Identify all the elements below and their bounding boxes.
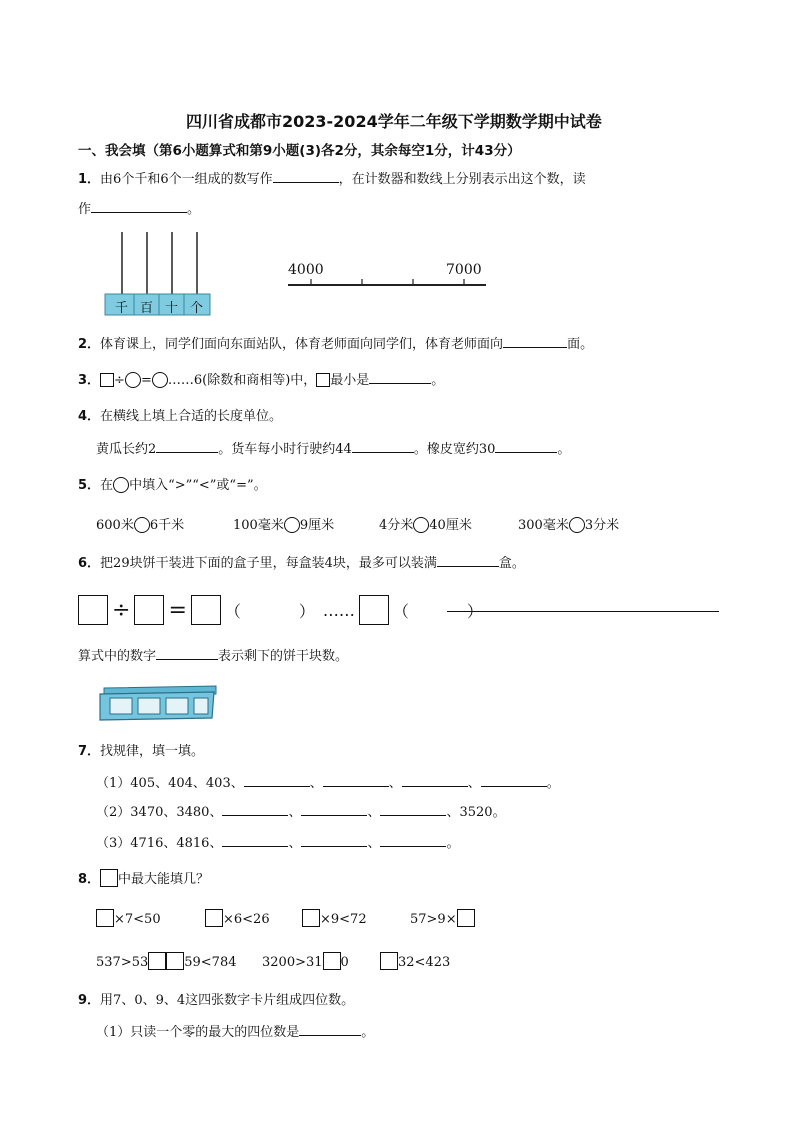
question-number: 8． xyxy=(78,872,101,887)
question-text: ……6(除数和商相等)中， xyxy=(167,373,317,388)
question-text: 作 xyxy=(78,202,92,217)
q8-item-5 xyxy=(96,952,237,970)
answer-box[interactable] xyxy=(166,952,184,970)
question-text: 。 xyxy=(361,1025,375,1040)
answer-blank[interactable] xyxy=(299,1023,361,1036)
answer-box[interactable] xyxy=(205,909,223,927)
answer-box[interactable] xyxy=(323,952,341,970)
question-number: 3． xyxy=(78,373,101,388)
question-text: ，在计数器和数线上分别表示出这个数，读 xyxy=(338,172,586,187)
answer-blank[interactable] xyxy=(481,774,547,787)
dividend-box[interactable] xyxy=(100,373,114,387)
question-text: 找规律，填一填。 xyxy=(100,744,205,759)
inequality-text: 0 xyxy=(340,955,349,970)
compare-circle[interactable] xyxy=(413,517,429,533)
sequence-start: （2）3470、3480、 xyxy=(96,805,223,820)
answer-box[interactable] xyxy=(148,952,166,970)
question-text: 中填入“>”“<”或“=”。 xyxy=(129,478,267,493)
answer-blank[interactable] xyxy=(222,803,288,816)
remainder-dots: …… xyxy=(322,600,355,620)
inequality-text: ×7<50 xyxy=(114,912,161,927)
answer-blank[interactable] xyxy=(301,834,367,847)
answer-box[interactable] xyxy=(380,952,398,970)
compare-right: 9厘米 xyxy=(299,518,335,533)
compare-circle-ref xyxy=(113,477,129,493)
separator: 、 xyxy=(309,776,323,791)
question-text: 黄瓜长约2 xyxy=(96,442,157,457)
cookie-box-graphic xyxy=(96,684,220,724)
divisor-circle[interactable] xyxy=(125,372,141,388)
inequality-text: 537>53 xyxy=(96,955,149,970)
question-5-item-2 xyxy=(233,514,334,533)
question-number: 5． xyxy=(78,478,101,493)
answer-box[interactable] xyxy=(457,909,475,927)
question-6 xyxy=(78,552,525,571)
q8-item-3 xyxy=(302,909,367,927)
abacus-figure xyxy=(104,230,212,316)
q7-row-3 xyxy=(96,832,460,851)
question-number: 1． xyxy=(78,172,101,187)
inequality-text: ×9<72 xyxy=(320,912,367,927)
compare-left: 300毫米 xyxy=(518,518,569,533)
answer-blank[interactable] xyxy=(503,335,567,348)
question-text: 由6个千和6个一组成的数写作 xyxy=(100,172,273,187)
paren-left: （ xyxy=(392,601,409,621)
question-9 xyxy=(78,989,354,1008)
question-text: 表示剩下的饼干块数。 xyxy=(218,649,349,664)
abacus-label-ones: 个 xyxy=(190,301,204,316)
compare-left: 600米 xyxy=(96,518,134,533)
q8-item-7 xyxy=(380,952,450,970)
inequality-text: 59<784 xyxy=(184,955,237,970)
answer-blank[interactable] xyxy=(273,170,339,183)
paren-left: （ xyxy=(224,601,241,621)
page-title: 四川省成都市2023-2024学年二年级下学期数学期中试卷 xyxy=(186,112,602,131)
paren-right: ） xyxy=(298,601,315,621)
question-text: 最小是 xyxy=(330,373,370,388)
separator: 、 xyxy=(367,805,381,820)
sequence-end: 、3520。 xyxy=(446,805,506,820)
answer-blank[interactable] xyxy=(301,803,367,816)
q6-equation xyxy=(78,595,487,629)
answer-blank[interactable] xyxy=(495,440,557,453)
answer-blank[interactable] xyxy=(244,774,310,787)
question-number: 9． xyxy=(78,993,101,1008)
question-1-line1 xyxy=(78,168,586,187)
number-line-start: 4000 xyxy=(288,262,324,278)
equation-box-dividend[interactable] xyxy=(78,595,108,625)
number-line-axis xyxy=(286,258,488,292)
question-text: 用7、0、9、4这四张数字卡片组成四位数。 xyxy=(100,993,355,1008)
abacus-label-thousands: 千 xyxy=(115,301,129,316)
q8-item-6 xyxy=(262,952,349,970)
compare-left: 4分米 xyxy=(379,518,414,533)
question-text: 。 xyxy=(557,442,571,457)
question-number: 7． xyxy=(78,744,101,759)
question-number: 2． xyxy=(78,337,101,352)
inequality-text: ×6<26 xyxy=(223,912,270,927)
compare-right: 3分米 xyxy=(584,518,620,533)
question-5-item-3 xyxy=(379,514,472,533)
compare-circle[interactable] xyxy=(569,517,585,533)
sequence-end: 。 xyxy=(546,776,560,791)
question-8 xyxy=(78,868,209,887)
compare-circle[interactable] xyxy=(284,517,300,533)
quotient-circle[interactable] xyxy=(152,372,168,388)
answer-blank[interactable] xyxy=(156,647,218,660)
q7-row-1 xyxy=(96,772,560,791)
q7-row-2 xyxy=(96,801,506,820)
question-9-sub1 xyxy=(96,1021,374,1040)
section-heading: 一、我会填（第6小题算式和第9小题(3)各2分，其余每空1分，计43分） xyxy=(78,143,521,159)
answer-blank[interactable] xyxy=(323,774,389,787)
cookie-box-image xyxy=(96,684,220,724)
q8-item-1 xyxy=(96,909,161,927)
question-text: 。橡皮宽约30 xyxy=(413,442,496,457)
question-4 xyxy=(78,405,282,424)
equation-box-divisor[interactable] xyxy=(134,595,164,625)
question-5-item-4 xyxy=(518,514,619,533)
answer-box[interactable] xyxy=(96,909,114,927)
q8-item-4 xyxy=(410,909,475,927)
separator: 、 xyxy=(288,836,302,851)
answer-box[interactable] xyxy=(302,909,320,927)
equation-box-remainder[interactable] xyxy=(359,595,389,625)
question-2 xyxy=(78,333,593,352)
question-text: 把29块饼干装进下面的盒子里，每盒装4块，最多可以装满 xyxy=(100,556,437,571)
question-7 xyxy=(78,740,204,759)
inequality-text: 57>9× xyxy=(410,912,457,927)
answer-blank[interactable] xyxy=(369,371,431,384)
paren-right: ） xyxy=(466,601,483,621)
question-text: 盒。 xyxy=(498,556,525,571)
answer-blank[interactable] xyxy=(91,200,187,213)
answer-blank[interactable] xyxy=(402,774,468,787)
inequality-text: 3200>31 xyxy=(262,955,323,970)
answer-line[interactable] xyxy=(447,611,719,612)
dividend-box-ref xyxy=(316,373,330,387)
question-text: 算式中的数字 xyxy=(78,649,157,664)
question-5 xyxy=(78,474,267,493)
question-text: 中最大能填几？ xyxy=(118,872,210,887)
sequence-start: （3）4716、4816、 xyxy=(96,836,223,851)
question-text: （1）只读一个零的最大的四位数是 xyxy=(96,1025,300,1040)
question-text: 在横线上填上合适的长度单位。 xyxy=(100,409,283,424)
question-text: 。 xyxy=(187,202,201,217)
question-3 xyxy=(78,369,444,388)
separator: 、 xyxy=(467,776,481,791)
sequence-end: 。 xyxy=(446,836,460,851)
number-line-end: 7000 xyxy=(446,262,482,278)
answer-blank[interactable] xyxy=(437,554,499,567)
question-6-line2 xyxy=(78,645,348,664)
question-number: 6． xyxy=(78,556,101,571)
question-4-items xyxy=(96,438,570,457)
separator: 、 xyxy=(388,776,402,791)
divide-sign: ÷ xyxy=(114,373,125,388)
question-text: 。 xyxy=(431,373,445,388)
compare-circle[interactable] xyxy=(134,517,150,533)
question-text: 体育课上，同学们面向东面站队，体育老师面向同学们，体育老师面向 xyxy=(100,337,504,352)
question-text: 。货车每小时行驶约44 xyxy=(218,442,352,457)
compare-right: 6千米 xyxy=(149,518,185,533)
compare-right: 40厘米 xyxy=(429,518,472,533)
answer-blank[interactable] xyxy=(222,834,288,847)
answer-blank[interactable] xyxy=(156,440,218,453)
question-text: 面。 xyxy=(567,337,594,352)
question-number: 4． xyxy=(78,409,101,424)
question-5-item-1 xyxy=(96,514,184,533)
abacus-label-hundreds: 百 xyxy=(140,301,154,316)
compare-left: 100毫米 xyxy=(233,518,284,533)
q8-item-2 xyxy=(205,909,270,927)
answer-blank[interactable] xyxy=(380,803,446,816)
equals-sign: = xyxy=(140,373,152,388)
answer-box-ref xyxy=(100,869,118,887)
number-line xyxy=(286,258,488,292)
question-1-line2 xyxy=(78,198,200,217)
separator: 、 xyxy=(367,836,381,851)
abacus-label-tens: 十 xyxy=(165,301,179,316)
equals-sign: = xyxy=(168,597,187,623)
sequence-start: （1）405、404、403、 xyxy=(96,776,244,791)
question-text: 在 xyxy=(100,478,114,493)
divide-sign: ÷ xyxy=(112,597,131,623)
inequality-text: 32<423 xyxy=(398,955,451,970)
answer-blank[interactable] xyxy=(380,834,446,847)
separator: 、 xyxy=(288,805,302,820)
answer-blank[interactable] xyxy=(352,440,414,453)
equation-box-quotient[interactable] xyxy=(191,595,221,625)
